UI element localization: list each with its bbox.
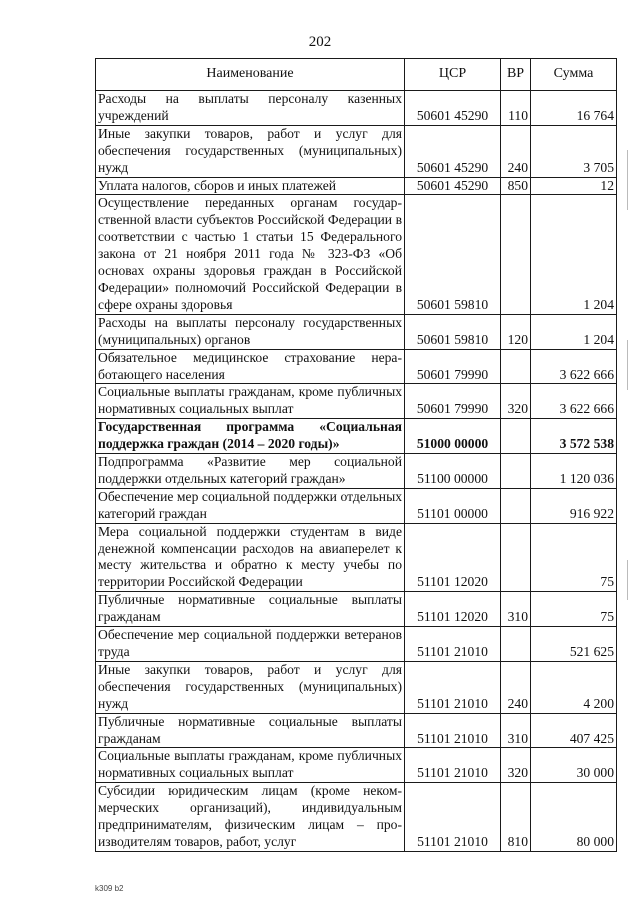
cell-csr: 50601 79990: [405, 384, 501, 419]
cell-sum: 3 572 538: [531, 419, 617, 454]
cell-sum: 75: [531, 523, 617, 592]
cell-csr: 51101 12020: [405, 592, 501, 627]
cell-csr: 50601 45290: [405, 125, 501, 177]
cell-csr: 50601 59810: [405, 314, 501, 349]
cell-name: Расходы на выплаты персоналу казенных учреждений: [96, 91, 405, 126]
cell-name: Мера социальной поддержки студентам в виде денежной компенсации расходов на авиаперелет к месту жительства и обратно к месту учебы по территории Российской Федерации: [96, 523, 405, 592]
table-row: [96, 419, 617, 454]
table-row: [96, 454, 617, 489]
table-row: [96, 523, 617, 592]
table-row: [96, 195, 617, 314]
cell-csr: 51101 21010: [405, 748, 501, 783]
cell-sum: 1 204: [531, 195, 617, 314]
cell-name: Обязательное медицинское страхование неработающего населения: [96, 349, 405, 384]
table-row: [96, 748, 617, 783]
cell-vr: 110: [501, 91, 531, 126]
cell-name: Уплата налогов, сборов и иных платежей: [96, 177, 405, 195]
cell-vr: 310: [501, 713, 531, 748]
cell-name: Осуществление переданных органам государственной власти субъектов Российской Федерации в соответствии с частью 1 статьи 15 Федерального закона от 21 ноября 2011 года № 323-ФЗ «Об основах охраны здоровья граждан в Российской Федерации» полномочий Российской Федерации в сфере охраны здоровья: [96, 195, 405, 314]
cell-sum: 16 764: [531, 91, 617, 126]
cell-csr: 50601 45290: [405, 91, 501, 126]
cell-csr: 50601 45290: [405, 177, 501, 195]
cell-sum: 1 120 036: [531, 454, 617, 489]
header-sum: Сумма: [531, 59, 617, 91]
cell-sum: 75: [531, 592, 617, 627]
cell-vr: [501, 627, 531, 662]
table-row: [96, 713, 617, 748]
cell-csr: 50601 59810: [405, 195, 501, 314]
cell-vr: [501, 523, 531, 592]
cell-name: Социальные выплаты гражданам, кроме публичных нормативных социальных выплат: [96, 384, 405, 419]
header-csr: ЦСР: [405, 59, 501, 91]
cell-csr: 50601 79990: [405, 349, 501, 384]
cell-name: Подпрограмма «Развитие мер социальной поддержки отдельных категорий граждан»: [96, 454, 405, 489]
cell-vr: [501, 195, 531, 314]
cell-vr: 120: [501, 314, 531, 349]
cell-vr: [501, 488, 531, 523]
margin-line: [627, 150, 628, 210]
cell-name: Субсидии юридическим лицам (кроме некоммерческих организаций), индивидуальным предпринимателям, физическим лицам – производителям товаров, работ, услуг: [96, 783, 405, 852]
cell-csr: 51101 21010: [405, 627, 501, 662]
cell-name: Расходы на выплаты персоналу государственных (муниципальных) органов: [96, 314, 405, 349]
cell-sum: 521 625: [531, 627, 617, 662]
cell-vr: 310: [501, 592, 531, 627]
header-vr: ВР: [501, 59, 531, 91]
table-header-row: [96, 59, 617, 91]
cell-sum: 3 622 666: [531, 349, 617, 384]
table-row: [96, 125, 617, 177]
cell-csr: 51000 00000: [405, 419, 501, 454]
cell-csr: 51101 21010: [405, 713, 501, 748]
cell-name: Иные закупки товаров, работ и услуг для обеспечения государственных (муниципальных) нужд: [96, 125, 405, 177]
cell-vr: 240: [501, 661, 531, 713]
table-row: [96, 314, 617, 349]
table-row: [96, 592, 617, 627]
budget-table: [95, 58, 617, 852]
cell-sum: 1 204: [531, 314, 617, 349]
page-number: 202: [308, 34, 332, 50]
cell-vr: 320: [501, 748, 531, 783]
table-row: [96, 488, 617, 523]
cell-vr: 240: [501, 125, 531, 177]
table-row: [96, 384, 617, 419]
cell-sum: 3 705: [531, 125, 617, 177]
margin-line: [627, 340, 628, 390]
cell-sum: 30 000: [531, 748, 617, 783]
cell-csr: 51100 00000: [405, 454, 501, 489]
cell-sum: 80 000: [531, 783, 617, 852]
cell-sum: 407 425: [531, 713, 617, 748]
cell-csr: 51101 21010: [405, 783, 501, 852]
footer-code: k309 b2: [95, 884, 124, 893]
table-row: [96, 627, 617, 662]
header-name: Наименование: [96, 59, 405, 91]
table-row: [96, 349, 617, 384]
cell-name: Государственная программа «Социальная поддержка граждан (2014 – 2020 годы)»: [96, 419, 405, 454]
table-row: [96, 783, 617, 852]
margin-line: [627, 560, 628, 600]
table-row: [96, 661, 617, 713]
cell-csr: 51101 00000: [405, 488, 501, 523]
cell-sum: 4 200: [531, 661, 617, 713]
cell-name: Иные закупки товаров, работ и услуг для обеспечения государственных (муниципальных) нужд: [96, 661, 405, 713]
cell-name: Публичные нормативные социальные выплаты гражданам: [96, 592, 405, 627]
cell-sum: 3 622 666: [531, 384, 617, 419]
cell-sum: 916 922: [531, 488, 617, 523]
cell-csr: 51101 12020: [405, 523, 501, 592]
table-row: [96, 91, 617, 126]
cell-vr: 320: [501, 384, 531, 419]
table-row: [96, 177, 617, 195]
cell-vr: 850: [501, 177, 531, 195]
cell-vr: [501, 349, 531, 384]
cell-sum: 12: [531, 177, 617, 195]
cell-csr: 51101 21010: [405, 661, 501, 713]
cell-vr: [501, 454, 531, 489]
cell-name: Социальные выплаты гражданам, кроме публичных нормативных социальных выплат: [96, 748, 405, 783]
cell-name: Обеспечение мер социальной поддержки отдельных категорий граждан: [96, 488, 405, 523]
cell-vr: [501, 419, 531, 454]
cell-vr: 810: [501, 783, 531, 852]
cell-name: Обеспечение мер социальной поддержки ветеранов труда: [96, 627, 405, 662]
cell-name: Публичные нормативные социальные выплаты гражданам: [96, 713, 405, 748]
